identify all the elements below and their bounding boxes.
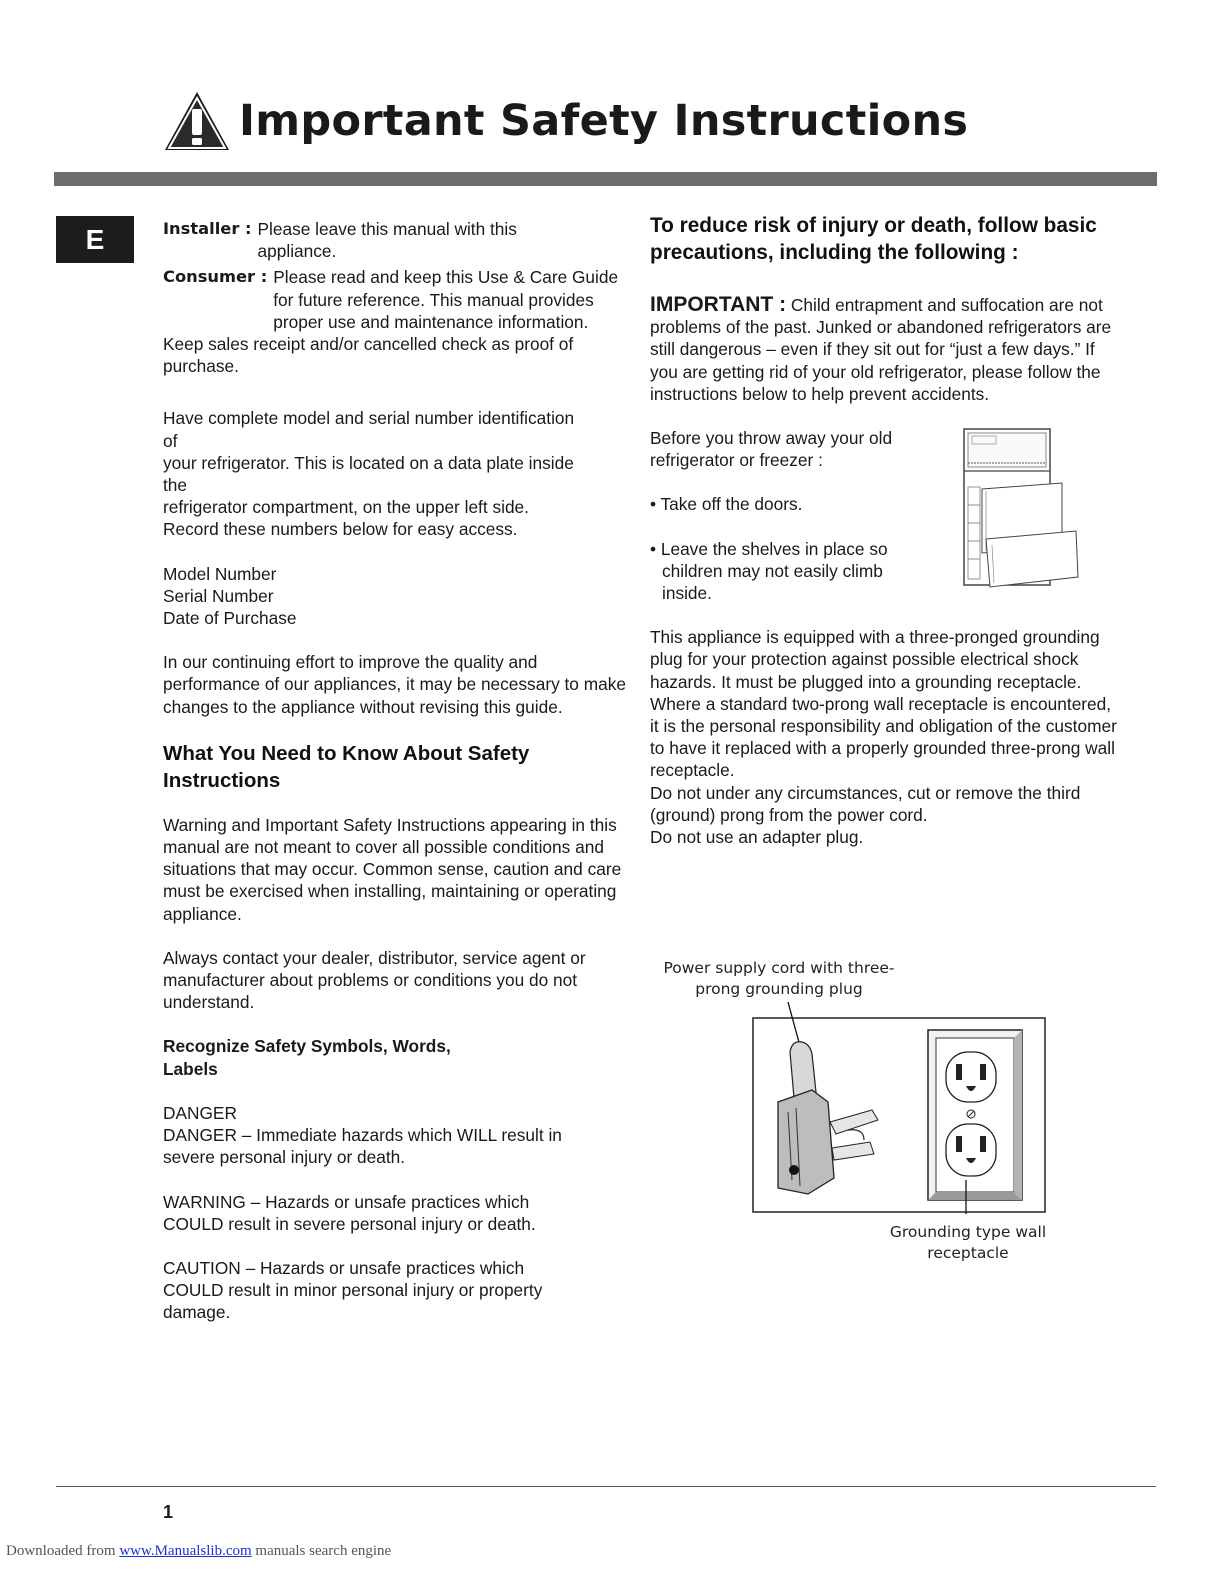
bullet-doors: • Take off the doors. [650,494,803,515]
no-cut-paragraph: Do not under any circumstances, cut or remove the third (ground) prong from the power cord. [650,782,1081,825]
installer-label: Installer : [163,219,252,238]
warning-triangle-icon [163,89,231,153]
receipt-note: Keep sales receipt and/or cancelled check as proof of purchase. [163,334,574,377]
contact-paragraph: Always contact your dealer, distributor, service agent or manufacturer about problems or conditions you do not understand. [163,947,586,1013]
model-number-label: Model Number [163,563,277,584]
download-suffix: manuals search engine [255,1543,392,1559]
left-column [163,218,628,1324]
important-paragraph [650,294,1120,405]
header-divider [54,172,1157,186]
model-id-line: of [163,430,178,451]
model-id-line: Have complete model and serial number identification [163,408,575,429]
important-label: IMPORTANT : [650,293,787,316]
danger-title: DANGER [163,1102,237,1123]
caution-text: CAUTION – Hazards or unsafe practices which COULD result in minor personal injury or property damage. [163,1257,543,1323]
page-header [163,88,968,154]
throw-away-text: Before you throw away your old refrigerator or freezer : [650,428,893,471]
model-id-line: your refrigerator. This is located on a data plate inside [163,452,574,473]
warning-paragraph: Warning and Important Safety Instructions appearing in this manual are not meant to cover all possible conditions and situations that may occur. Common sense, caution and care must be exercised when installing, maintaining or operating appliance. [163,814,622,924]
date-of-purchase-label: Date of Purchase [163,608,297,629]
open-refrigerator-illustration [962,427,1092,599]
model-id-line: Record these numbers below for easy access. [163,519,518,540]
download-notice [6,1543,391,1560]
bullet-shelves: • Leave the shelves in place so children may not easily climb inside. [650,538,888,604]
grounding-paragraph: This appliance is equipped with a three-pronged grounding plug for your protection against possible electrical shock hazards. It must be plugged into a grounding receptacle. Where a standard two-prong wall receptacle is encountered, it is the personal responsibility and obligation of the customer to have it replaced with a properly grounded three-prong wall receptacle. [650,627,1117,781]
page-number: 1 [163,1502,174,1522]
download-prefix: Downloaded from [6,1543,116,1559]
model-id-line: the [163,475,188,496]
plug-caption: Power supply cord with three-prong grounding plug [663,959,895,998]
safety-section-heading: What You Need to Know About Safety Instructions [163,741,530,792]
footer-divider [56,1486,1156,1487]
manualslib-link[interactable]: www.Manualslib.com [119,1543,252,1559]
symbols-heading: Recognize Safety Symbols, Words, Labels [163,1036,451,1079]
right-column [650,212,1120,848]
precautions-heading: To reduce risk of injury or death, follow basic precautions, including the following : [650,214,1097,264]
disposal-block [650,427,1120,604]
no-adapter-paragraph: Do not use an adapter plug. [650,827,864,848]
grounding-plug-receptacle-illustration [752,1002,1048,1214]
danger-text: DANGER – Immediate hazards which WILL result in severe personal injury or death. [163,1125,562,1168]
consumer-text: Please read and keep this Use & Care Guide for future reference. This manual provides proper use and maintenance information. [273,267,619,332]
model-id-line: refrigerator compartment, on the upper left side. [163,497,529,518]
receptacle-caption: Grounding type wall receptacle [889,1223,1047,1262]
serial-number-label: Serial Number [163,585,274,606]
important-text: Child entrapment and suffocation are not problems of the past. Junked or abandoned refrigerators are still dangerous – even if they sit out for “just a few days.” If you are getting rid of your old refrigerator, please follow the instructions below to help prevent accidents. [650,295,1112,404]
page-title: Important Safety Instructions [239,96,969,146]
language-tab: E [56,216,134,263]
disposal-text [650,427,930,604]
consumer-label: Consumer : [163,267,268,287]
warning-text: WARNING – Hazards or unsafe practices which COULD result in severe personal injury or death. [163,1191,536,1234]
installer-text: Please leave this manual with this appliance. [257,219,517,262]
installer-note [163,218,628,262]
consumer-note [163,266,628,333]
continuing-effort-paragraph: In our continuing effort to improve the quality and performance of our appliances, it may be necessary to make changes to the appliance without revising this guide. [163,652,626,717]
